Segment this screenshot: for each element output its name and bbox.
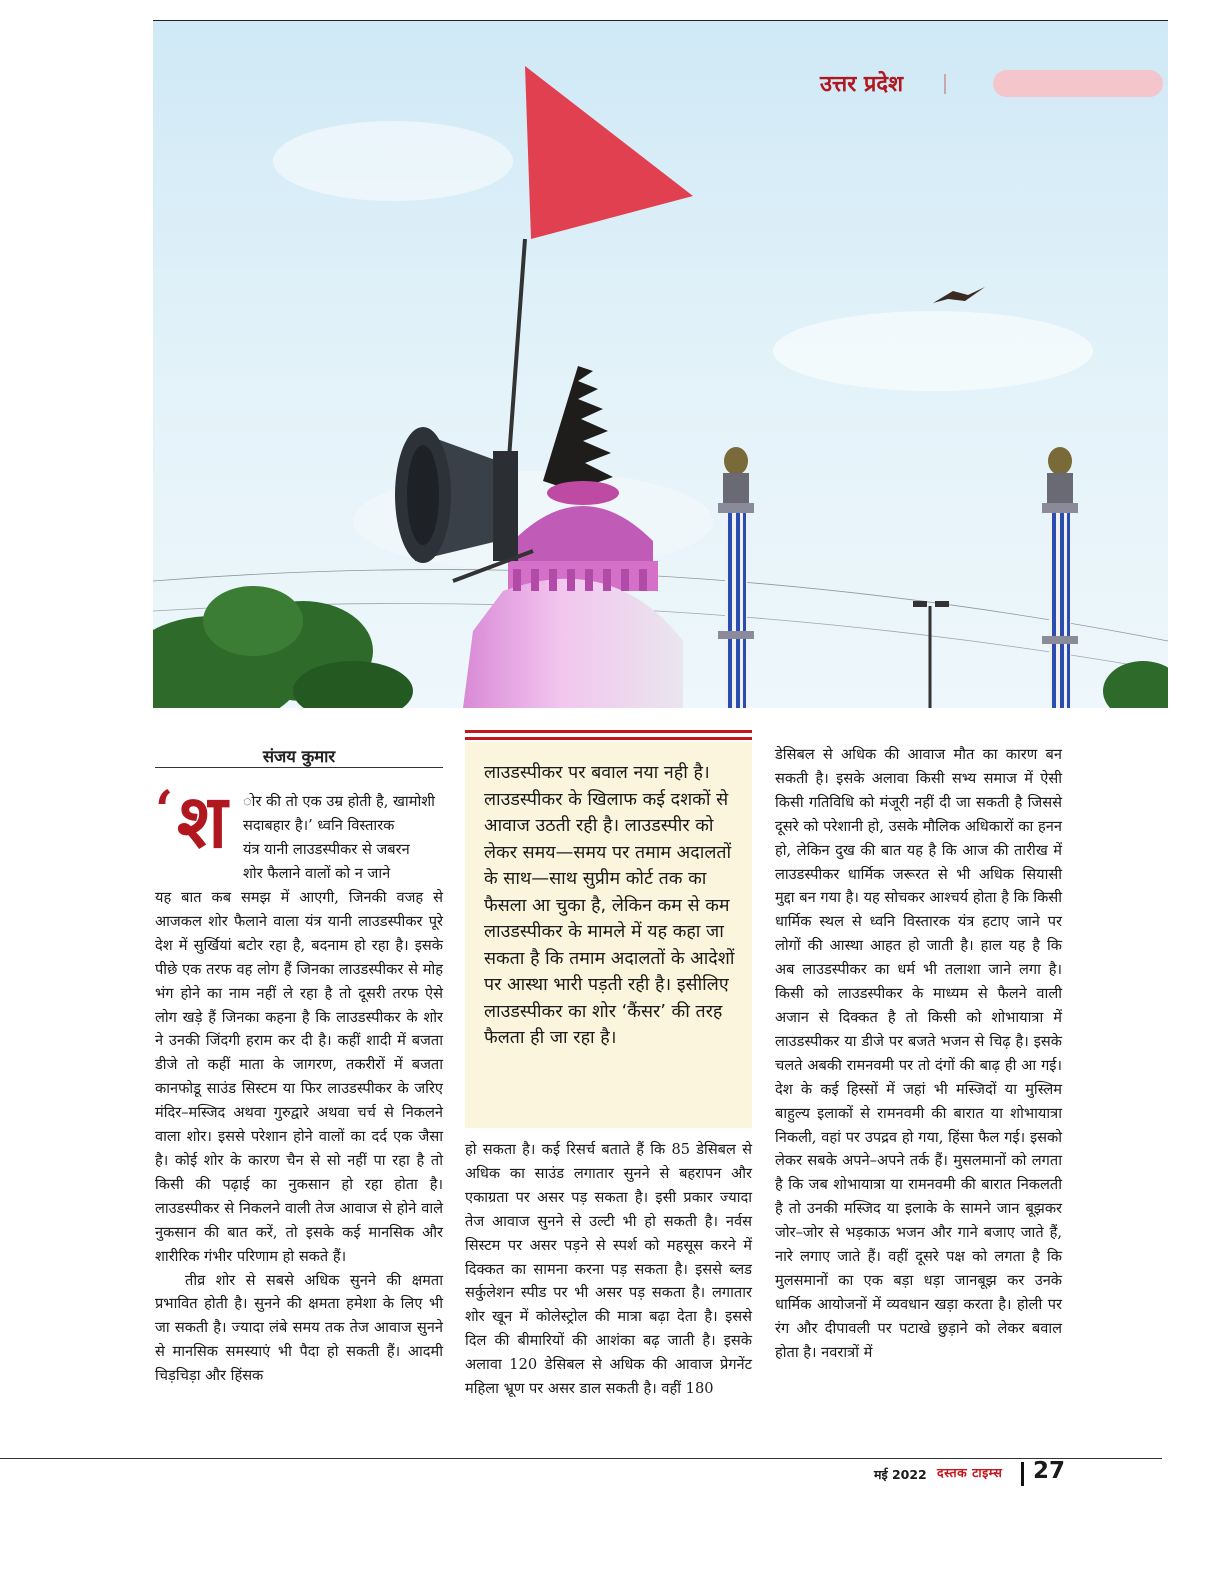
dropcap-quote: ‘ <box>155 780 174 841</box>
header-photo <box>153 21 1168 708</box>
column-1-body <box>155 886 443 1388</box>
paragraph: हो सकता है। कई रिसर्च बताते हैं कि 85 डेसिबल से अधिक का साउंड लगातार सुनने से बहरापन और एकाग्रता पर असर पड़ सकता है। इसी प्रकार ज्यादा तेज आवाज सुनने से उल्टी भी हो सकती है। नर्वस सिस्टम पर असर पड़ने से स्पर्श को महसूस करने में दिक्कत का सामना करना पड़ सकता है। इससे ब्लड सर्कुलेशन स्पीड पर भी असर पड़ सकता है। लगातार शोर खून में कोलेस्ट्रोल की मात्रा बढ़ा देता है। इससे दिल की बीमारियों की आशंका बढ़ जाती है। इसके अलावा 120 डेसिबल से अधिक की आवाज प्रेगनेंट महिला भ्रूण पर असर डाल सकती है। वहीं 180 <box>465 1141 752 1398</box>
section-label: उत्तर प्रदेश <box>820 72 904 97</box>
dropcap <box>155 779 241 865</box>
column-2-body <box>465 1138 752 1401</box>
column-3-body <box>775 743 1062 1365</box>
pull-quote: लाउडस्पीकर पर बवाल नया नही है। लाउडस्पीकर के खिलाफ कई दशकों से आवाज उठती रही है। लाउडस्पीर को लेकर समय—समय पर तमाम अदालतों के साथ—साथ सुप्रीम कोर्ट तक का फैसला आ चुका है, लेकिन कम से कम लाउडस्पीकर के मामले में यह कहा जा सकता है कि तमाम अदालतों के आदेशों पर आस्था भारी पड़ती रही है। इसीलिए लाउडस्पीकर का शोर ‘कैंसर’ की तरह फैलता ही जा रहा है। <box>484 762 735 1048</box>
section-tag-pill <box>993 70 1163 97</box>
byline: संजय कुमार <box>262 747 336 766</box>
intro-line: शोर फैलाने वालों को न जाने <box>243 864 391 882</box>
section-divider <box>944 74 946 94</box>
magazine-logo: दस्तक टाइम्स <box>937 1465 1003 1480</box>
column-1-intro <box>243 790 443 886</box>
page-number: 27 <box>1033 1458 1066 1484</box>
paragraph: डेसिबल से अधिक की आवाज मौत का कारण बन सकती है। इसके अलावा किसी सभ्य समाज में ऐसी किसी गतिविधि को मंजूरी नहीं दी जा सकती है जिससे दूसरे को परेशानी हो, उसके मौलिक अधिकारों का हनन हो, लेकिन दुख की बात यह है कि आज की तारीख में लाउडस्पीकर धार्मिक जरूरत से भी अधिक सियासी मुद्दा बन गया है। यह सोचकर आश्चर्य होता है कि किसी धार्मिक स्थल से ध्वनि विस्तारक यंत्र हटाए जाने पर लोगों की आस्था आहत हो जाती है। हाल यह है कि अब लाउडस्पीकर का धर्म भी तलाशा जाने लगा है। किसी को लाउडस्पीकर के माध्यम से फैलने वाली अजान से दिक्कत है तो किसी को शोभायात्रा में लाउडस्पीकर या डीजे पर बजते भजन से चिढ़ है। इसके चलते अबकी रामनवमी पर तो दंगों की बाढ़ ही आ गई। देश के कई हिस्सों में जहां भी मस्जिदों या मुस्लिम बाहुल्य इलाकों से रामनवमी की बारात या शोभायात्रा निकली, वहां पर उपद्रव हो गया, हिंसा फैल गई। इसको लेकर सबके अपने–अपने तर्क हैं। मुसलमानों को लगता है कि जब शोभायात्रा या रामनवमी की बारात निकलती है तो उनकी मस्जिद या इलाके के सामने जान बूझकर जोर–जोर से भड़काऊ भजन और गाने बजाए जाते हैं, नारे लगाए जाते हैं। वहीं दूसरे पक्ष को लगता है कि मुलसमानों का एक बड़ा धड़ा जानबूझ कर उनके धार्मिक आयोजनों में व्यवधान खड़ा करता है। होली पर रंग और दीपावली पर पटाखे छुड़ाने को लेकर बवाल होता है। नवरात्रों में <box>775 746 1062 1361</box>
temple-loudspeaker-illustration <box>153 21 1168 708</box>
footer-rule <box>0 1458 1162 1459</box>
footer-date: मई 2022 <box>874 1467 927 1482</box>
dropcap-letter: श <box>177 779 228 865</box>
intro-line: सदाबहार है।’ ध्वनि विस्तारक <box>243 816 395 834</box>
intro-line: ोर की तो एक उम्र होती है, खामोशी <box>243 793 435 810</box>
paragraph: तीव्र शोर से सबसे अधिक सुनने की क्षमता प्रभावित होती है। सुनने की क्षमता हमेशा के लिए भी जा सकती है। ज्यादा लंबे समय तक तेज आवाज सुनने से मानसिक समस्याएं भी पैदा हो सकती हैं। आदमी चिड़चिड़ा और हिंसक <box>155 1271 443 1385</box>
intro-line: यंत्र यानी लाउडस्पीकर से जबरन <box>243 840 410 858</box>
footer-divider <box>1021 1462 1024 1486</box>
paragraph: यह बात कब समझ में आएगी, जिनकी वजह से आजकल शोर फैलाने वाला यंत्र यानी लाउडस्पीकर पूरे देश में सुर्खियां बटोर रहा है, बदनाम हो रहा है। इसके पीछे एक तरफ वह लोग हैं जिनका लाउडस्पीकर से मोह भंग होने का नाम नहीं ले रहा है तो दूसरी तरफ ऐसे लोग खड़े हैं जिनका कहना है कि लाउडस्पीकर के शोर ने उनकी जिंदगी हराम कर दी है। कहीं शादी में बजता डीजे तो कहीं माता के जागरण, तकरीरों में बजता कानफोडू साउंड सिस्टम या फिर लाउडस्पीकर के जरिए मंदिर–मस्जिद अथवा गुरुद्वारे अथवा चर्च से निकलने वाला शोर। इससे परेशान होने वालों का दर्द एक जैसा है। कोई शोर के कारण चैन से सो नहीं पा रहा है तो किसी की पढ़ाई का नुकसान हो रहा होता है। लाउडस्पीकर से निकलने वाली तेज आवाज से होने वाले नुकसान की बात करें, तो इसके कई मानसिक और शारीरिक गंभीर परिणाम हो सकते हैं। <box>155 889 443 1265</box>
